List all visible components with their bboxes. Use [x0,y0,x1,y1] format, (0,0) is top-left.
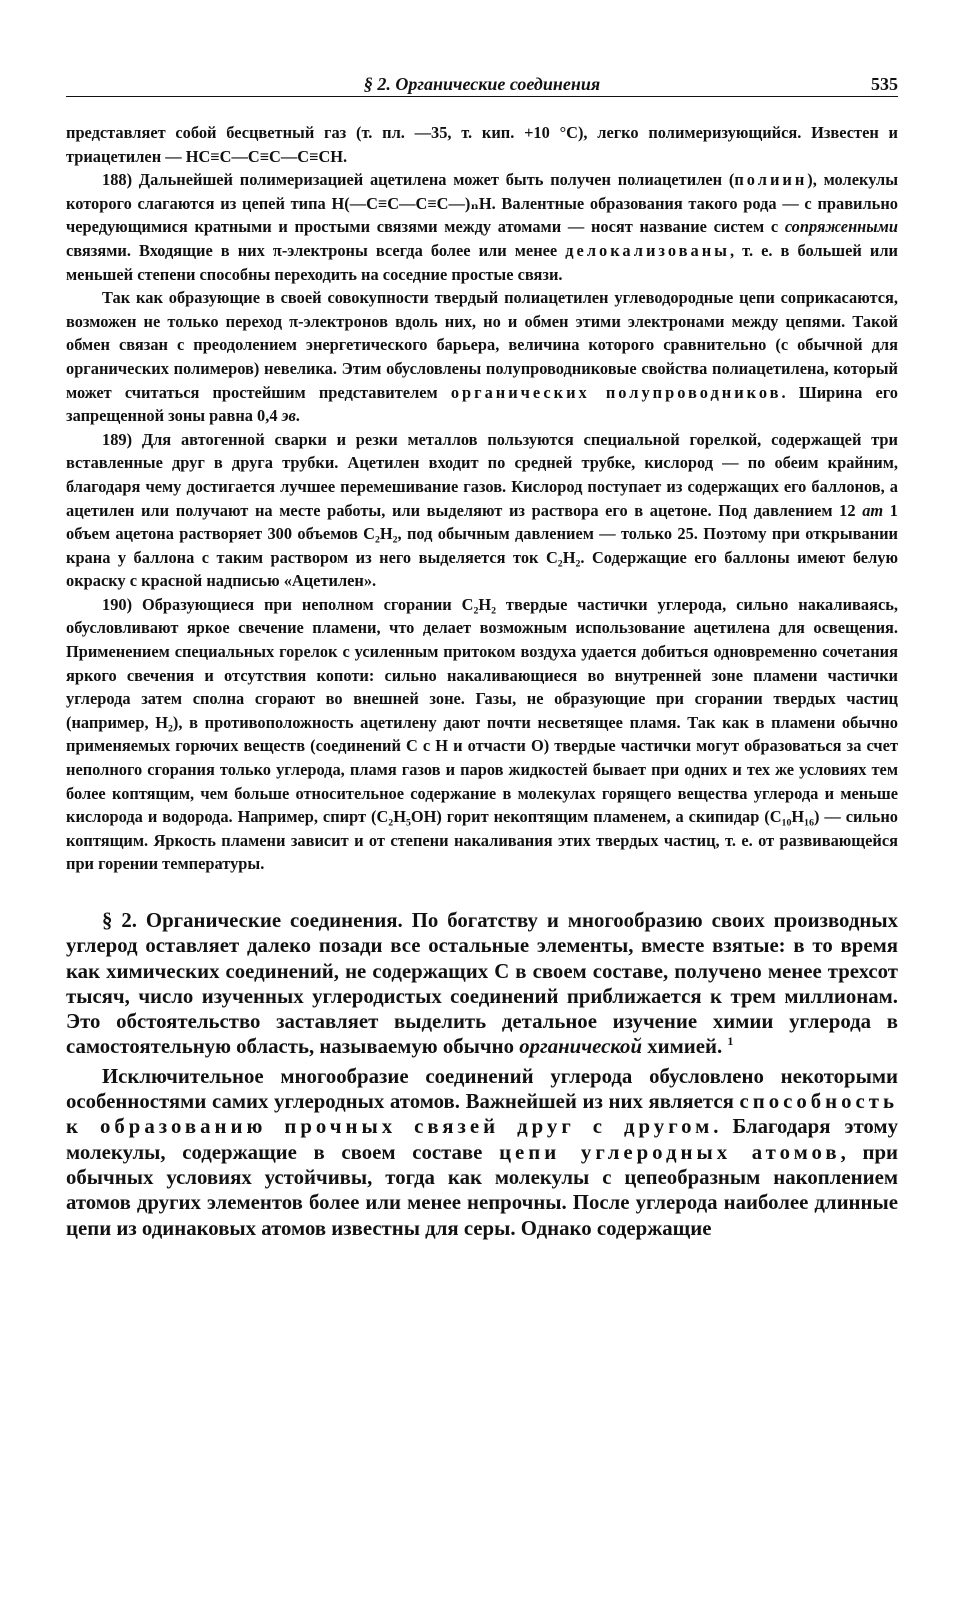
note-text: 189) Для автогенной сварки и резки металлов пользуются специальной горелкой, содержащей три вставленные друг в друга трубки. Ацетилен входит по средней трубке, кислород — по обеим крайним, благодаря чему достигается лучшее перемешивание газов. Кислород поступает из содержащих его баллонов, а ацетилен или получают на месте работы, или выделяют из раствора его в ацетоне. Под давлением 12 [66,429,898,520]
running-title: § 2. Органические соединения [363,74,601,94]
italic-unit: эв [281,406,296,426]
note-text: . [295,406,300,426]
book-page [66,72,898,1241]
italic-term: сопряженными [784,217,898,237]
section-intro-paragraph [66,908,898,1060]
note-text: 190) Образующиеся при неполном сгорании C₂H₂ твердые частички углерода, сильно накаливаясь, обусловливают яркое свечение пламени, что делает возможным использование ацетилена для освещения. Применением специальных горелок с усиленным притоком воздуха удается добиться одновременно сочетания яркого свечения и отсутствия копоти: сильно накаливающиеся во внутренней зоне пламени частички углерода затем сполна сгорают во внешней зоне. Газы, не образующие при сгорании твердых частиц (например, H₂), в противоположность ацетилену дают почти несветящее пламя. Так как в пламени обычно применяемых горючих веществ (соединений C с H и отчасти O) твердые частички могут образоваться за счет неполного сгорания только углерода, пламя газов и паров жидкостей бывает при одних и тех же условиях тем более коптящим, чем больше относительное содержание в молекулах горящего вещества углерода и меньше кислорода и водорода. Например, спирт (C₂H₅OH) горит некоптящим пламенем, а скипидар (C₁₀H₁₆) — сильно коптящим. Яркость пламени зависит и от степени накаливания этих твердых частиц, т. е. от развивающейся при горении температуры. [66,594,898,874]
page-header [66,72,898,97]
note-paragraph-189 [66,428,898,593]
body-text: химией. [642,1035,723,1059]
note-paragraph-187-end [66,121,898,168]
note-text: , т. е. в большей или меньшей степени способны переходить на соседние простые связи. [66,240,898,284]
page-number: 535 [871,74,898,94]
body-text: . Благодаря этому молекулы, содержащие в своем составе [66,1115,898,1164]
spaced-term: делокализованы [565,240,730,260]
note-text: . Ширина его запрещенной зоны равна 0,4 [66,382,898,426]
italic-unit: ат [862,500,884,520]
note-text: ), молекулы которого слагаются из цепей типа H(—C≡C—C≡C—)ₙH. Валентные образования такого рода — с правильно чередующимися кратными и простыми связями между атомами — носят название систем с [66,170,898,237]
note-paragraph-190 [66,593,898,876]
body-text: По богатству и многообразию своих производных углерод оставляет далеко позади все остальные элементы, вместе взятые: в то время как химических соединений, не содержащих C в своем составе, получено менее трехсот тысяч, число изученных углеродистых соединений приближается к трем миллионам. Это обстоятельство заставляет выделить детальное изучение химии углерода в самостоятельную область, называемую обычно [66,909,898,1059]
note-text: 1 объем ацетона растворяет 300 объемов C₂H₂, под обычным давлением — только 25. Поэтому при открывании крана у баллона с таким раствором из него выделяется ток C₂H₂. Содержащие его баллоны имеют белую окраску с красной надписью «Ацетилен». [66,500,898,591]
spaced-term: способность к образованию прочных связей друг с другом [66,1090,898,1139]
note-text: связями. Входящие в них π-электроны всегда более или менее [66,240,566,260]
body-text: , при обычных условиях устойчивы, тогда как молекулы с цепеобразным накоплением атомов других элементов более или менее непрочны. После углерода наиболее длинные цепи из одинаковых атомов известны для серы. Однако содержащие [66,1140,898,1240]
body-text: Исключительное многообразие соединений углерода обусловлено некоторыми особенностями самих углеродных атомов. Важнейшей из них является [66,1064,898,1114]
footnote-marker: 1 [727,1034,734,1049]
italic-term: органической [519,1035,643,1059]
body-paragraph [66,1064,898,1241]
spaced-term: цепи углеродных атомов [499,1140,841,1164]
spaced-term: органических полупроводников [450,382,782,402]
section-heading: § 2. Органические соединения. [102,909,403,932]
note-paragraph-188-continued [66,286,898,428]
note-text: 188) Дальнейшей полимеризацией ацетилена может быть получен полиацетилен ( [102,170,735,190]
note-text: Так как образующие в своей совокупности твердый полиацетилен углеводородные цепи соприкасаются, возможен не только переход π-электронов вдоль них, но и обмен этими электронами между цепями. Такой обмен связан с преодолением энергетического барьера, величина которого сравнительно (с обычной для органических полимеров) невелика. Этим обусловлены полупроводниковые свойства полиацетилена, который может считаться простейшим представителем [66,288,898,402]
note-paragraph-188 [66,168,898,286]
spaced-term: полиин [734,170,808,190]
note-text: представляет собой бесцветный газ (т. пл. —35, т. кип. +10 °С), легко полимеризующийся. Известен и триацетилен — HC≡C—C≡C—C≡CH. [66,123,898,166]
